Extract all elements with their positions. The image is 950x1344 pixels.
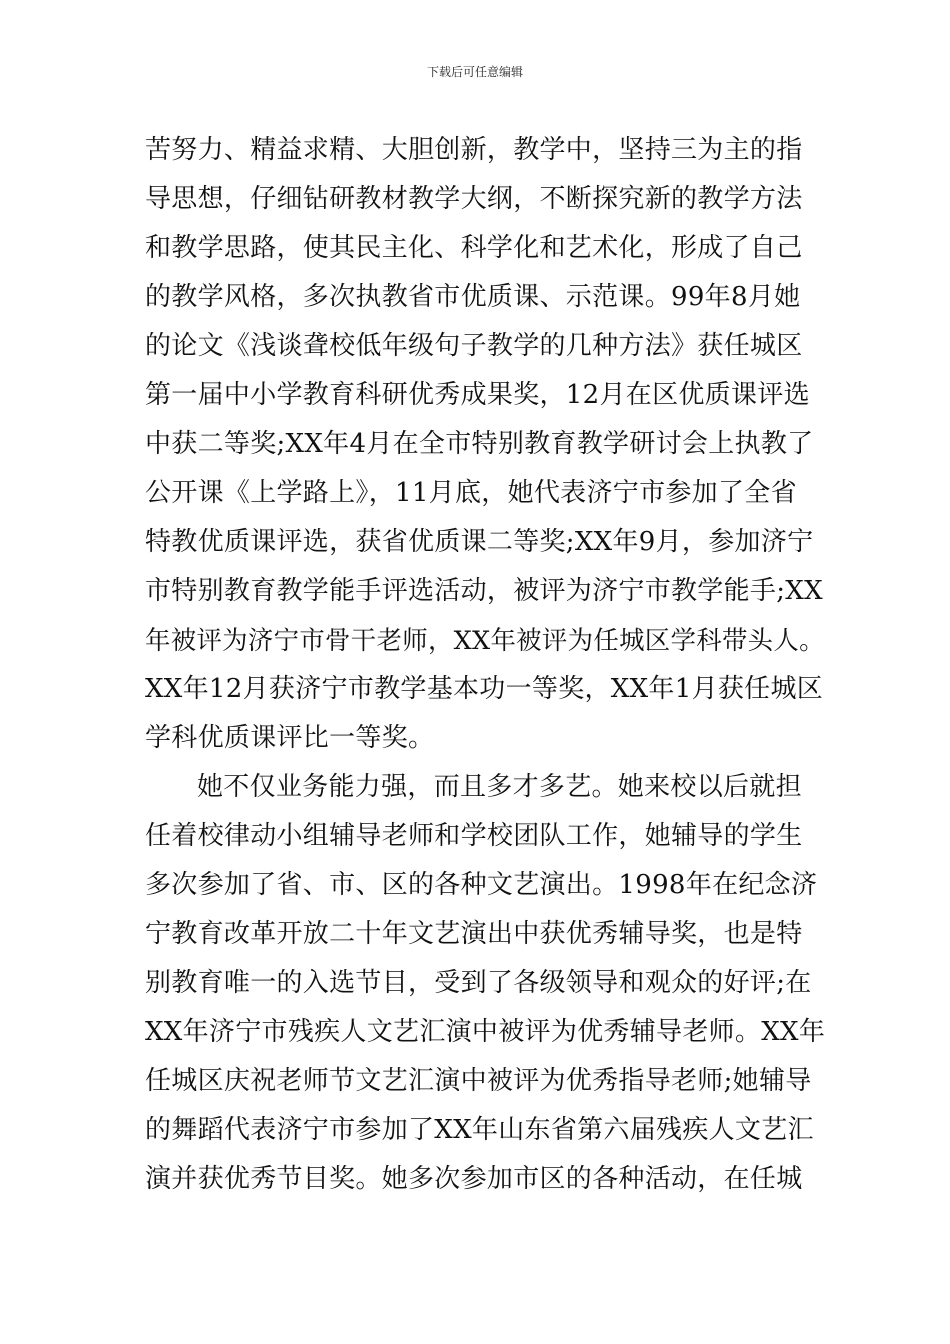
text-line: 的教学风格，多次执教省市优质课、示范课。99年8月她 xyxy=(145,282,801,312)
text-line: 导思想，仔细钻研教材教学大纲，不断探究新的教学方法 xyxy=(145,184,803,214)
text-line: XX年济宁市残疾人文艺汇演中被评为优秀辅导老师。XX年 xyxy=(145,1017,826,1047)
text-line: 市特别教育教学能手评选活动，被评为济宁市教学能手;XX xyxy=(145,576,823,606)
body-text xyxy=(145,126,825,1204)
text-line: 中获二等奖;XX年4月在全市特别教育教学研讨会上执教了 xyxy=(145,429,814,459)
text-line: 和教学思路，使其民主化、科学化和艺术化，形成了自己 xyxy=(145,233,803,263)
text-line: 多次参加了省、市、区的各种文艺演出。1998年在纪念济 xyxy=(145,870,818,900)
text-line: XX年12月获济宁市教学基本功一等奖，XX年1月获任城区 xyxy=(145,674,824,704)
paragraph-1 xyxy=(145,126,825,763)
text-line: 年被评为济宁市骨干老师，XX年被评为任城区学科带头人。 xyxy=(145,625,825,655)
paragraph-2 xyxy=(145,763,825,1204)
text-line: 任着校律动小组辅导老师和学校团队工作，她辅导的学生 xyxy=(145,821,803,851)
page-header: 下载后可任意编辑 xyxy=(426,65,523,79)
text-line: 宁教育改革开放二十年文艺演出中获优秀辅导奖，也是特 xyxy=(145,919,803,949)
text-line: 特教优质课评选，获省优质课二等奖;XX年9月，参加济宁 xyxy=(145,527,814,557)
text-line: 任城区庆祝老师节文艺汇演中被评为优秀指导老师;她辅导 xyxy=(145,1066,812,1096)
text-line: 公开课《上学路上》，11月底，她代表济宁市参加了全省 xyxy=(145,478,797,508)
text-line-first: 她不仅业务能力强，而且多才多艺。她来校以后就担 xyxy=(197,772,802,802)
text-line: 第一届中小学教育科研优秀成果奖，12月在区优质课评选 xyxy=(145,380,810,410)
text-line: 别教育唯一的入选节目，受到了各级领导和观众的好评;在 xyxy=(145,968,812,998)
text-line: 苦努力、精益求精、大胆创新，教学中，坚持三为主的指 xyxy=(145,135,803,165)
text-line: 的论文《浅谈聋校低年级句子教学的几种方法》获任城区 xyxy=(145,331,803,361)
text-line: 学科优质课评比一等奖。 xyxy=(145,723,435,753)
text-line: 演并获优秀节目奖。她多次参加市区的各种活动，在任城 xyxy=(145,1164,803,1194)
text-line: 的舞蹈代表济宁市参加了XX年山东省第六届残疾人文艺汇 xyxy=(145,1115,814,1145)
